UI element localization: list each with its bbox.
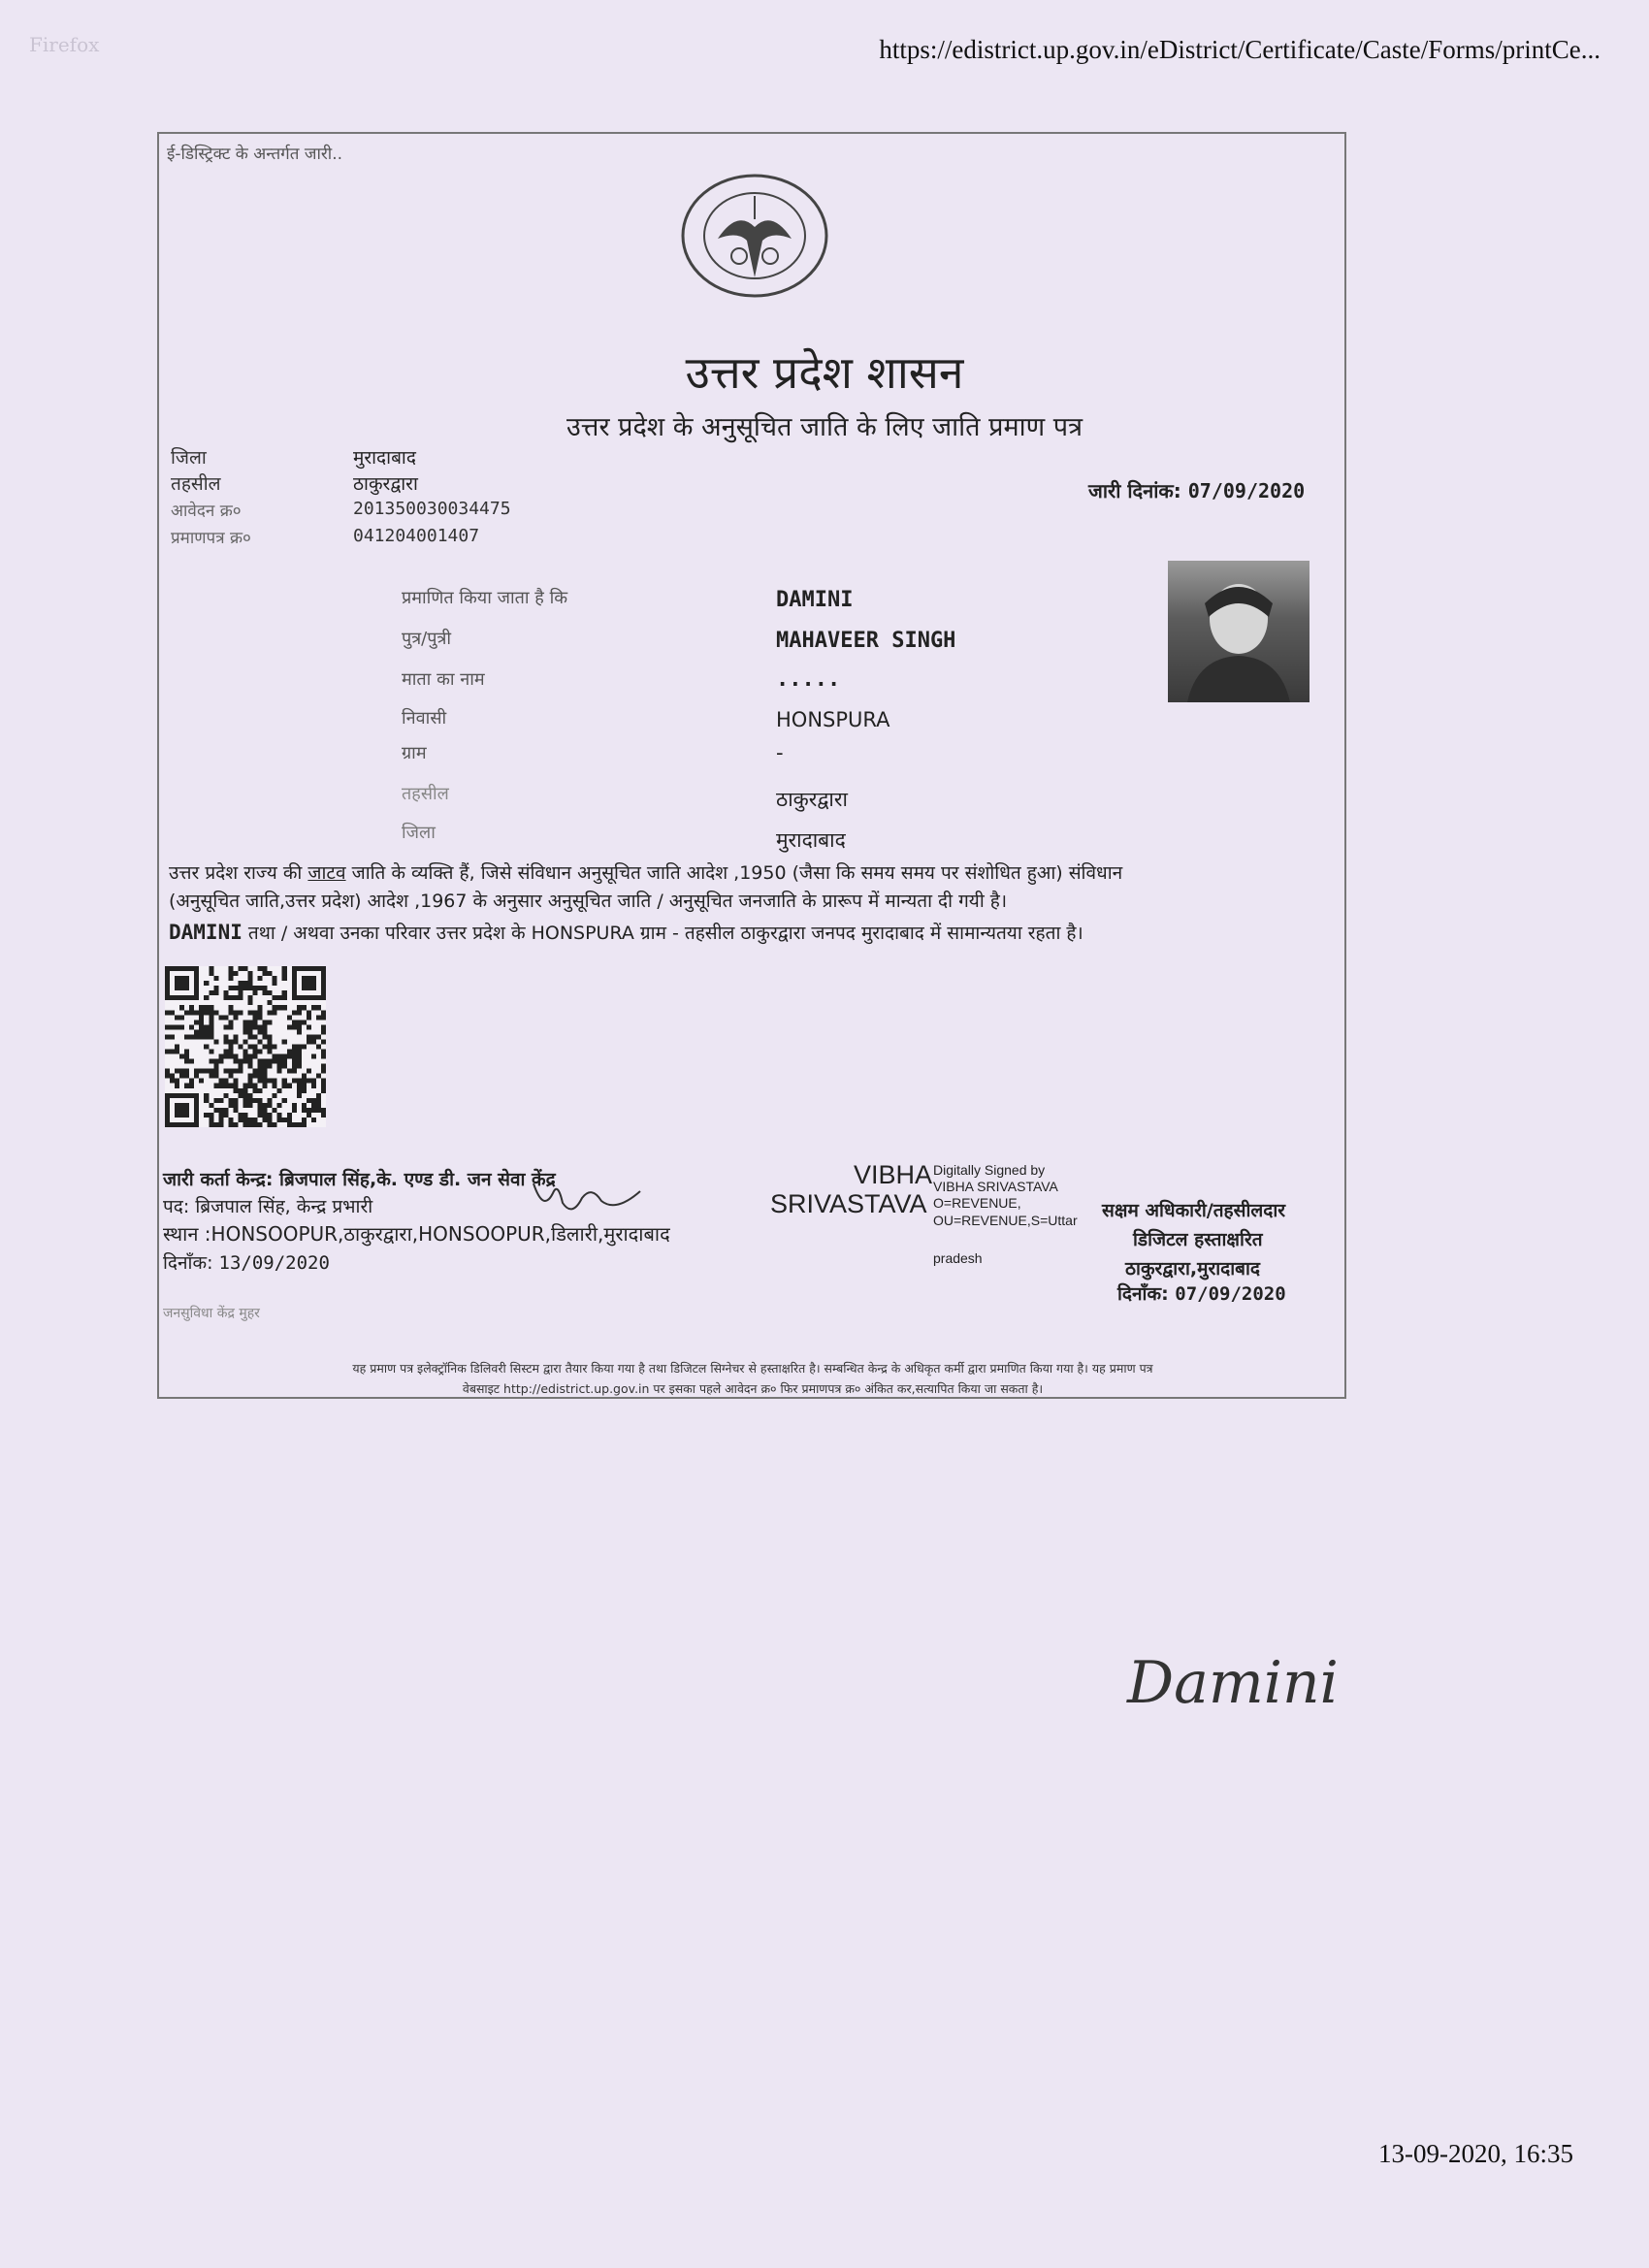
- caste-name: जाटव: [307, 862, 346, 884]
- authority-date-label: दिनाँक:: [1117, 1283, 1169, 1305]
- meta-label-application-no: आवेदन क्र०: [171, 502, 242, 521]
- issue-date: [1088, 477, 1305, 503]
- field-value-village: -: [776, 741, 784, 764]
- handwritten-signature: Damini: [1127, 1649, 1339, 1717]
- digital-line-4: OU=REVENUE,S=Uttar: [933, 1213, 1078, 1229]
- field-label-resident: निवासी: [402, 708, 447, 729]
- field-label-mother: माता का नाम: [402, 669, 485, 690]
- disclaimer-line-2: वेबसाइट http://edistrict.up.gov.in पर इसका पहले आवेदन क्र० फिर प्रमाणपत्र क्र० अंकित कर,सत्यापित किया जा सकता है।: [462, 1381, 1044, 1397]
- field-label-son-daughter: पुत्र/पुत्री: [402, 629, 452, 649]
- meta-label-certificate-no: प्रमाणपत्र क्र०: [171, 529, 251, 548]
- body-name: DAMINI: [169, 920, 242, 944]
- field-value-father: MAHAVEER SINGH: [776, 629, 956, 653]
- field-value-tehsil: ठाकुरद्वारा: [776, 788, 848, 811]
- issuer-date-value: 13/09/2020: [218, 1252, 330, 1274]
- meta-value-certificate-no: 041204001407: [353, 526, 480, 546]
- body-line-2: (अनुसूचित जाति,उत्तर प्रदेश) आदेश ,1967 के अनुसार अनुसूचित जाति / अनुसूचित जनजाति के प्रारूप में मान्यता दी गयी है।: [169, 891, 1008, 913]
- qr-code[interactable]: [165, 966, 326, 1127]
- government-title: उत्तर प्रदेश शासन: [685, 346, 964, 399]
- meta-label-tehsil: तहसील: [171, 473, 221, 495]
- field-label-tehsil: तहसील: [402, 784, 449, 804]
- digital-line-3: O=REVENUE,: [933, 1194, 1021, 1211]
- issuer-center: जारी कर्ता केन्द्र: ब्रिजपाल सिंह,के. एण्ड डी. जन सेवा केंद्र: [163, 1169, 556, 1190]
- authority-title: सक्षम अधिकारी/तहसीलदार: [1102, 1200, 1286, 1221]
- digital-line-5: pradesh: [933, 1250, 983, 1267]
- meta-value-tehsil: ठाकुरद्वारा: [353, 473, 418, 495]
- field-label-certified: प्रमाणित किया जाता है कि: [402, 588, 568, 608]
- digital-line-2: VIBHA SRIVASTAVA: [933, 1178, 1058, 1194]
- issuer-place: स्थान :HONSOOPUR,ठाकुरद्वारा,HONSOOPUR,डिलारी,मुरादाबाद: [163, 1222, 670, 1246]
- meta-value-district: मुरादाबाद: [353, 447, 416, 469]
- authority-signed: डिजिटल हस्ताक्षरित: [1133, 1229, 1263, 1250]
- issuer-date: [163, 1249, 330, 1275]
- operator-stamp-label: जनसुविधा केंद्र मुहर: [163, 1306, 260, 1321]
- issuer-designation: पद: ब्रिजपाल सिंह, केन्द्र प्रभारी: [163, 1196, 373, 1217]
- disclaimer-line-1: यह प्रमाण पत्र इलेक्ट्रॉनिक डिलिवरी सिस्टम द्वारा तैयार किया गया है तथा डिजिटल सिग्नेचर से हस्ताक्षरित है। सम्बन्धित केन्द्र के अधिकृत कर्मी द्वारा प्रमाणित किया गया है। यह प्रमाण पत्र: [352, 1361, 1153, 1376]
- field-value-mother: .....: [776, 667, 841, 692]
- issuer-date-label: दिनाँक:: [163, 1252, 213, 1274]
- field-label-district: जिला: [402, 823, 436, 843]
- signer-name-line1: VIBHA: [854, 1160, 933, 1189]
- body-line-1: [169, 859, 1333, 888]
- body-line-3: [169, 917, 1333, 949]
- meta-label-district: जिला: [171, 447, 207, 469]
- signer-name-line2: SRIVASTAVA: [770, 1189, 927, 1218]
- digital-line-1: Digitally Signed by: [933, 1162, 1046, 1178]
- digital-signature-details: [933, 1162, 1078, 1267]
- authority-date-value: 07/09/2020: [1175, 1283, 1286, 1305]
- browser-label: Firefox: [29, 33, 100, 56]
- issue-date-value: 07/09/2020: [1187, 479, 1306, 502]
- certificate-disclaimer: [173, 1358, 1333, 1400]
- meta-value-application-no: 201350030034475: [353, 499, 511, 519]
- field-value-name: DAMINI: [776, 588, 854, 612]
- issued-under-note: ई-डिस्ट्रिक्ट के अन्तर्गत जारी..: [167, 145, 343, 164]
- certificate-body: [169, 859, 1333, 948]
- field-label-village: ग्राम: [402, 743, 427, 763]
- field-value-district: मुरादाबाद: [776, 828, 846, 852]
- authority-date: [1117, 1280, 1286, 1306]
- page-url[interactable]: https://edistrict.up.gov.in/eDistrict/Certificate/Caste/Forms/printCe...: [879, 35, 1600, 64]
- print-timestamp: 13-09-2020, 16:35: [1378, 2139, 1573, 2168]
- certificate-title: उत्तर प्रदेश के अनुसूचित जाति के लिए जाति प्रमाण पत्र: [566, 412, 1083, 442]
- body-line-1-pre: उत्तर प्रदेश राज्य की: [169, 862, 308, 884]
- authority-place: ठाकुरद्वारा,मुरादाबाद: [1125, 1258, 1261, 1280]
- applicant-photo: [1168, 561, 1310, 702]
- field-value-resident: HONSPURA: [776, 708, 890, 731]
- person-photo-icon: [1168, 561, 1310, 702]
- body-line-1-post: जाति के व्यक्ति हैं, जिसे संविधान अनुसूचित जाति आदेश ,1950 (जैसा कि समय समय पर संशोधित हुआ) संविधान: [345, 862, 1123, 884]
- issue-date-label: जारी दिनांक:: [1088, 479, 1181, 502]
- state-emblem-icon: [679, 171, 830, 301]
- handwritten-initials: [524, 1174, 650, 1222]
- body-line-3-rest: तथा / अथवा उनका परिवार उत्तर प्रदेश के HONSPURA ग्राम - तहसील ठाकुरद्वारा जनपद मुरादाबाद में सामान्यतया रहता है।: [242, 922, 1083, 944]
